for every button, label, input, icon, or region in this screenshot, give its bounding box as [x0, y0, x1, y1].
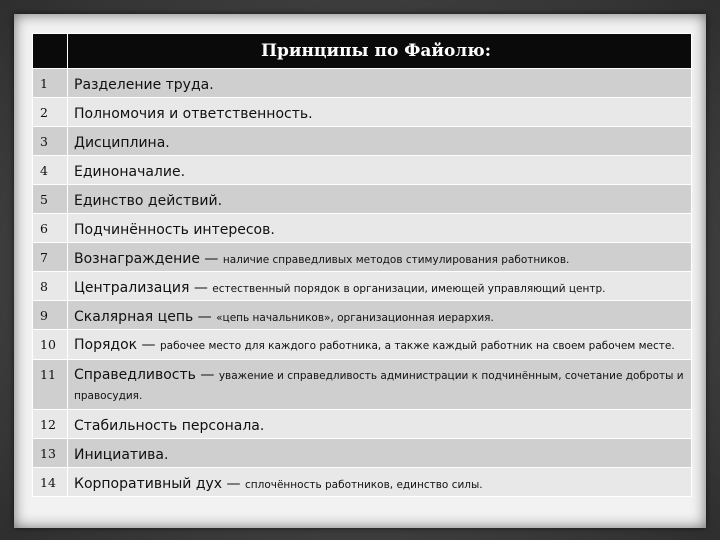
page-title: Принципы по Файолю: — [68, 34, 692, 69]
principle-note: сплочённость работников, единство силы. — [245, 479, 483, 491]
row-number: 14 — [33, 468, 68, 497]
principle-name: Инициатива. — [74, 447, 169, 463]
table-row — [33, 156, 692, 185]
row-number: 5 — [33, 185, 68, 214]
header-number-cell — [33, 34, 68, 69]
row-text — [68, 214, 692, 243]
principle-name: Централизация — — [74, 280, 213, 296]
table-row — [33, 127, 692, 156]
principles-table — [32, 33, 692, 497]
row-text — [68, 98, 692, 127]
table-row — [33, 185, 692, 214]
table-row — [33, 98, 692, 127]
principle-name: Справедливость — — [74, 367, 219, 383]
row-text — [68, 330, 692, 360]
principle-name: Дисциплина. — [74, 135, 170, 151]
row-text — [68, 272, 692, 301]
principle-name: Разделение труда. — [74, 77, 214, 93]
row-text — [68, 410, 692, 439]
row-number: 6 — [33, 214, 68, 243]
row-text — [68, 439, 692, 468]
row-number: 1 — [33, 69, 68, 98]
row-number: 7 — [33, 243, 68, 272]
row-text — [68, 301, 692, 330]
row-text — [68, 360, 692, 410]
table-row — [33, 272, 692, 301]
row-number: 3 — [33, 127, 68, 156]
principle-name: Подчинённость интересов. — [74, 222, 275, 238]
row-number: 11 — [33, 360, 68, 410]
table-header-row — [33, 34, 692, 69]
principle-name: Порядок — — [74, 337, 161, 353]
principle-name: Стабильность персонала. — [74, 418, 265, 434]
principle-name: Единоначалие. — [74, 164, 186, 180]
principle-note: рабочее место для каждого работника, а также каждый работник на своем рабочем месте. — [160, 340, 675, 352]
row-text — [68, 185, 692, 214]
row-text — [68, 243, 692, 272]
row-text — [68, 69, 692, 98]
table-row — [33, 330, 692, 360]
table-row — [33, 243, 692, 272]
principle-note: естественный порядок в организации, имеющей управляющий центр. — [212, 283, 606, 295]
row-text — [68, 127, 692, 156]
row-number: 4 — [33, 156, 68, 185]
row-text — [68, 156, 692, 185]
row-number: 9 — [33, 301, 68, 330]
principle-note: наличие справедливых методов стимулирования работников. — [222, 254, 570, 266]
table-row — [33, 468, 692, 497]
principle-note: «цепь начальников», организационная иерархия. — [216, 312, 494, 324]
table-row — [33, 410, 692, 439]
principle-note: уважение и справедливость администрации к подчинённым, сочетание доброты и правосудия. — [74, 370, 684, 402]
row-number: 8 — [33, 272, 68, 301]
table-row — [33, 360, 692, 410]
table-row — [33, 69, 692, 98]
row-number: 13 — [33, 439, 68, 468]
row-number: 12 — [33, 410, 68, 439]
principle-name: Скалярная цепь — — [74, 309, 217, 325]
table-row — [33, 439, 692, 468]
principle-name: Полномочия и ответственность. — [74, 106, 313, 122]
principle-name: Вознаграждение — — [74, 251, 223, 267]
row-number: 2 — [33, 98, 68, 127]
row-number: 10 — [33, 330, 68, 360]
table-row — [33, 214, 692, 243]
principle-name: Единство действий. — [74, 193, 223, 209]
table-row — [33, 301, 692, 330]
principle-name: Корпоративный дух — — [74, 476, 245, 492]
row-text — [68, 468, 692, 497]
